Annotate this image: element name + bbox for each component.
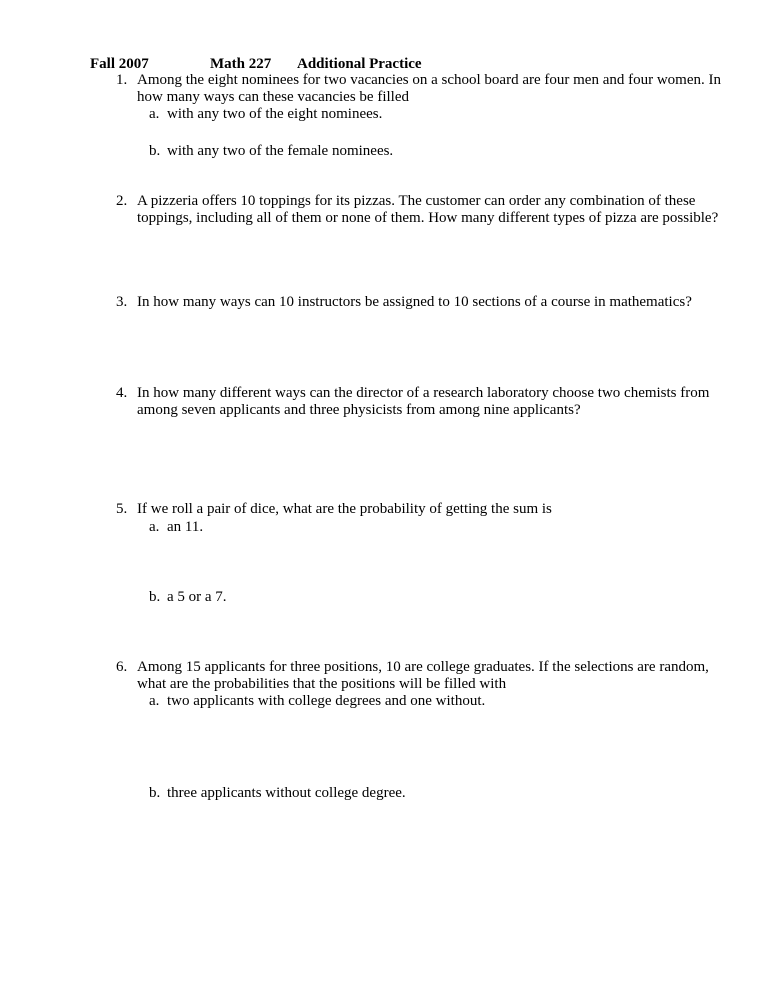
part-letter: a. [149,693,160,709]
question-text: Among 15 applicants for three positions, 10 are college graduates. If the selections are random, what are the probabilities that the positions will be filled with [137,659,709,692]
part-letter: b. [149,785,161,801]
part-letter: b. [149,589,161,605]
header-course: Math 227 [210,56,272,72]
part-letter: b. [149,143,161,159]
question-number: 1. [116,72,128,88]
question-text: Among the eight nominees for two vacancies on a school board are four men and four women. In how many ways can these vacancies be filled [137,72,721,105]
part-text: with any two of the female nominees. [167,143,394,159]
part-text: with any two of the eight nominees. [167,106,383,122]
part-text: a 5 or a 7. [167,589,227,605]
part-text: three applicants without college degree. [167,785,406,801]
question-number: 6. [116,659,128,675]
question-number: 5. [116,501,128,517]
header-title: Additional Practice [297,56,422,72]
question-text: In how many different ways can the director of a research laboratory choose two chemists from among seven applicants and three physicists from among nine applicants? [137,385,710,418]
part-letter: a. [149,519,160,535]
question-text: In how many ways can 10 instructors be assigned to 10 sections of a course in mathematics? [137,294,692,310]
part-text: an 11. [167,519,204,535]
question-number: 3. [116,294,128,310]
question-text: If we roll a pair of dice, what are the probability of getting the sum is [137,501,552,517]
part-text: two applicants with college degrees and one without. [167,693,486,709]
question-number: 2. [116,193,128,209]
question-text: A pizzeria offers 10 toppings for its pizzas. The customer can order any combination of these toppings, including all of them or none of them. How many different types of pizza are possible? [137,193,719,226]
part-letter: a. [149,106,160,122]
header-term: Fall 2007 [90,56,149,72]
question-number: 4. [116,385,128,401]
